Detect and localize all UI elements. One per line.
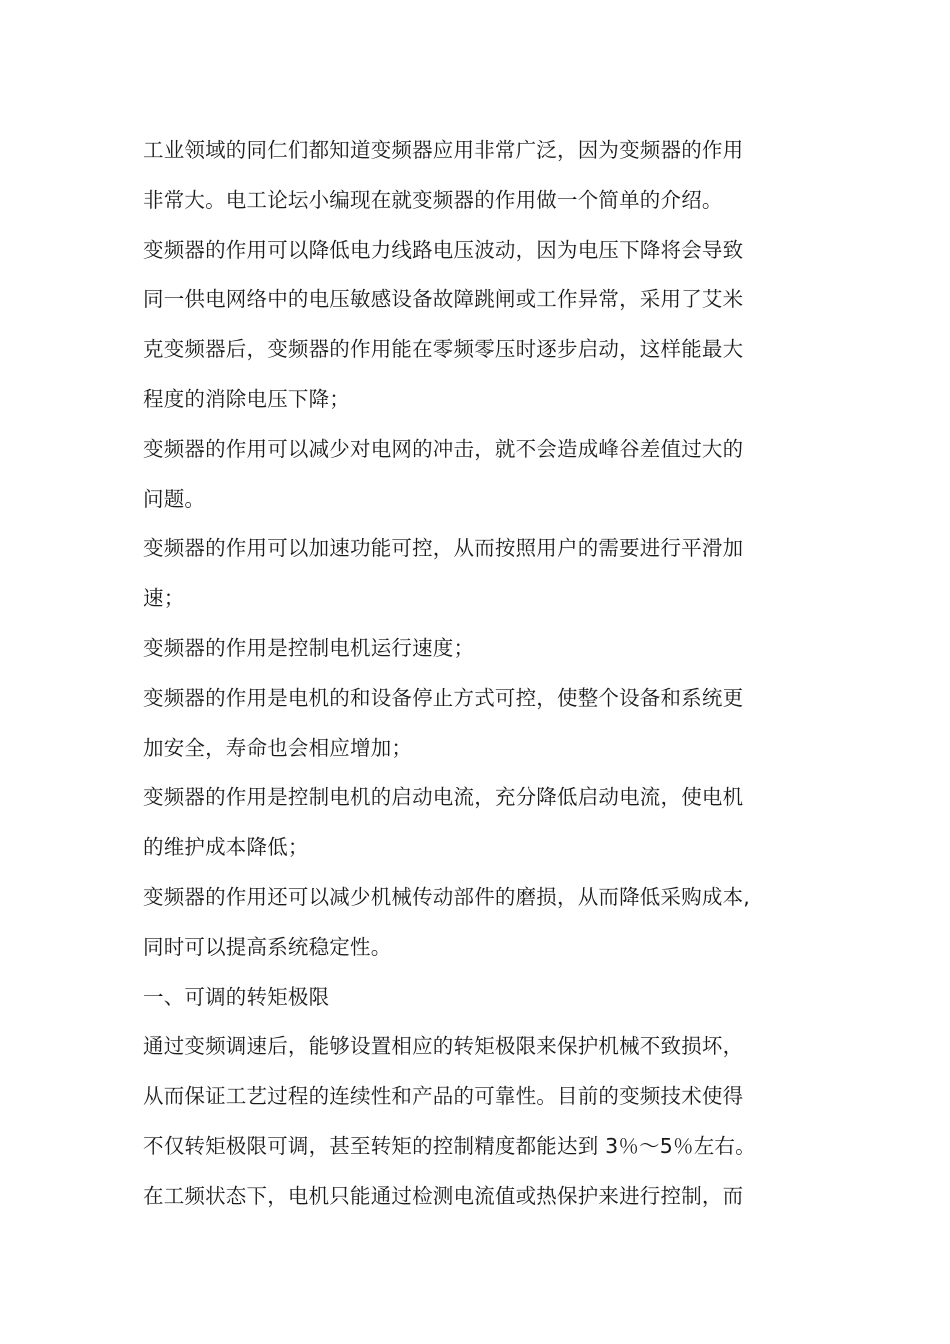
- text-line-9: 变频器的作用可以加速功能可控，从而按照用户的需要进行平滑加: [143, 536, 744, 561]
- text-line-4: 同一供电网络中的电压敏感设备故障跳闸或工作异常，采用了艾米: [143, 287, 744, 312]
- section-heading: 一、可调的转矩极限: [143, 984, 330, 1009]
- text-line-8: 问题。: [143, 486, 206, 511]
- text-line-14: 变频器的作用是控制电机的启动电流，充分降低启动电流，使电机: [143, 785, 744, 810]
- text-line-22: 在工频状态下，电机只能通过检测电流值或热保护来进行控制，而: [143, 1183, 744, 1208]
- text-line-12: 变频器的作用是电机的和设备停止方式可控，使整个设备和系统更: [143, 685, 744, 710]
- text-line-6: 程度的消除电压下降；: [143, 386, 350, 411]
- text-line-5: 克变频器后，变频器的作用能在零频零压时逐步启动，这样能最大: [143, 337, 744, 362]
- text-line-21: 不仅转矩极限可调，甚至转矩的控制精度都能达到 3％～5％左右。: [143, 1133, 756, 1158]
- text-line-7: 变频器的作用可以减少对电网的冲击，就不会造成峰谷差值过大的: [143, 436, 744, 461]
- document-body: [143, 126, 808, 1222]
- text-line-16: 变频器的作用还可以减少机械传动部件的磨损，从而降低采购成本,: [143, 884, 751, 909]
- text-line-3: 变频器的作用可以降低电力线路电压波动，因为电压下降将会导致: [143, 237, 744, 262]
- text-line-17: 同时可以提高系统稳定性。: [143, 934, 392, 959]
- text-line-20: 从而保证工艺过程的连续性和产品的可靠性。目前的变频技术使得: [143, 1084, 744, 1109]
- text-line-19: 通过变频调速后，能够设置相应的转矩极限来保护机械不致损坏，: [143, 1034, 744, 1059]
- text-line-2: 非常大。电工论坛小编现在就变频器的作用做一个简单的介绍。: [143, 187, 723, 212]
- text-line-15: 的维护成本降低；: [143, 835, 309, 860]
- text-line-10: 速；: [143, 586, 185, 611]
- text-line-11: 变频器的作用是控制电机运行速度；: [143, 635, 475, 660]
- text-line-13: 加安全，寿命也会相应增加；: [143, 735, 413, 760]
- text-line-1: 工业领域的同仁们都知道变频器应用非常广泛，因为变频器的作用: [143, 138, 744, 162]
